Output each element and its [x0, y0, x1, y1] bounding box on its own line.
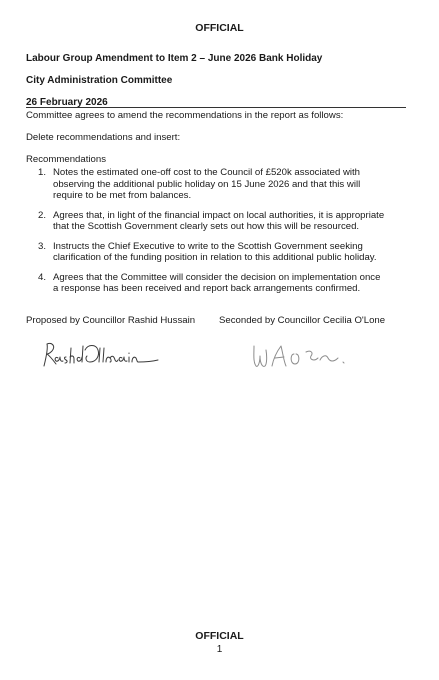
recommendation-number: 2. — [38, 209, 47, 221]
page-number: 1 — [216, 644, 223, 655]
intro-paragraph: Committee agrees to amend the recommendations in the report as follows: — [26, 110, 344, 121]
security-marking-bottom: OFFICIAL — [195, 630, 244, 642]
committee-name: City Administration Committee — [26, 75, 173, 86]
recommendation-number: 3. — [38, 240, 47, 252]
recommendations-list — [26, 167, 408, 303]
recommendation-item — [26, 167, 408, 202]
recommendation-line: Instructs the Chief Executive to write to the Scottish Government seeking — [53, 240, 363, 252]
seconder-signature — [248, 338, 368, 374]
instruction-paragraph: Delete recommendations and insert: — [26, 132, 181, 143]
recommendation-item — [26, 210, 408, 233]
heading-divider — [26, 107, 406, 108]
recommendation-line: Notes the estimated one-off cost to the Council of £520k associated with — [53, 167, 360, 178]
recommendation-line: clarification of the funding position in relation to this additional public holiday. — [53, 252, 377, 263]
security-marking-top: OFFICIAL — [195, 22, 244, 34]
recommendation-number: 1. — [38, 167, 47, 178]
amendment-title: Labour Group Amendment to Item 2 – June 2026 Bank Holiday — [26, 53, 323, 64]
recommendation-line: Agrees that the Committee will consider the decision on implementation once — [53, 271, 381, 283]
recommendation-number: 4. — [38, 271, 47, 283]
proposer-line: Proposed by Councillor Rashid Hussain — [26, 315, 196, 326]
meeting-date: 26 February 2026 — [26, 97, 108, 108]
recommendation-item — [26, 241, 408, 264]
recommendation-line: Agrees that, in light of the financial impact on local authorities, it is appropriate — [53, 209, 385, 221]
recommendation-item — [26, 272, 408, 295]
recommendation-line: that the Scottish Government clearly sets out how this will be resourced. — [53, 221, 360, 232]
recommendations-heading: Recommendations — [26, 154, 106, 165]
recommendation-line: observing the additional public holiday on 15 June 2026 and that this will — [53, 178, 361, 190]
recommendation-line: require to be met from balances. — [53, 190, 192, 201]
recommendation-line: a response has been received and report back arrangements confirmed. — [53, 283, 361, 294]
seconder-line: Seconded by Councillor Cecilia O'Lone — [219, 315, 386, 326]
proposer-signature — [40, 338, 170, 372]
